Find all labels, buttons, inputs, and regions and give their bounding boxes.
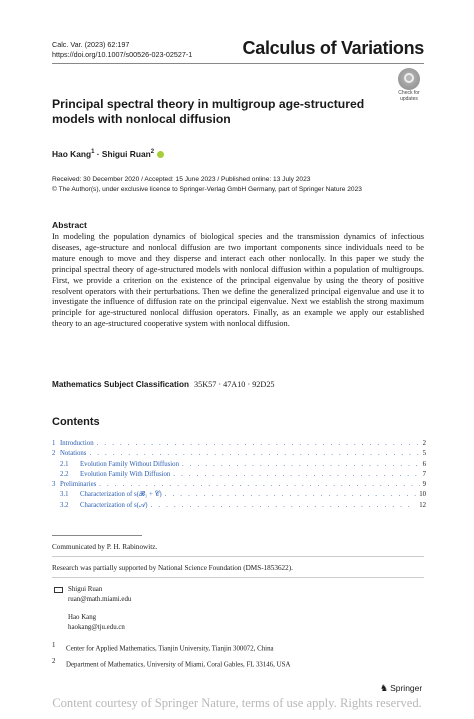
header-divider [52,63,424,64]
toc-number: 2 [52,450,56,458]
msc-line [52,380,275,389]
toc-title: Introduction [60,440,94,447]
article-history [52,175,362,194]
toc-item-characterization-b1-c[interactable] [52,491,426,501]
toc-number: 1 [52,440,56,447]
author-separator: · [96,149,100,159]
copyright-line: © The Author(s), under exclusive licence to Springer-Verlag GmbH Germany, part of Springer Nature 2023 [52,185,362,193]
toc-leader [182,461,420,468]
toc-number: 3.1 [60,491,69,499]
toc-page: 12 [419,501,426,509]
check-for-updates-badge[interactable] [392,68,426,102]
check-for-updates-icon [398,68,420,90]
toc-title: Characterization of s(𝒜) [80,501,148,509]
article-dates: Received: 30 December 2020 / Accepted: 15 June 2023 / Published online: 13 July 2023 [52,176,311,183]
toc-title: Preliminaries [60,481,97,489]
author-list [52,149,164,159]
toc-item-preliminaries[interactable] [52,481,426,491]
toc-number: 3 [52,481,56,489]
funding-note: Research was partially supported by National Science Foundation (DMS-1853622). [52,564,293,572]
footnote-divider [52,556,424,557]
correspondence-block [68,585,131,632]
abstract-heading: Abstract [52,220,87,230]
toc-title: Evolution Family With Diffusion [80,470,171,478]
affiliation-number: 2 [52,658,56,665]
footnote-divider [52,577,424,578]
table-of-contents [52,440,426,512]
publisher-name: Springer [390,683,423,693]
toc-item-characterization-a[interactable] [52,502,426,512]
toc-leader [165,491,417,498]
correspondent-name: Shigui Ruan [68,586,103,593]
toc-item-evolution-with-diffusion[interactable] [52,471,426,481]
msc-label: Mathematics Subject Classification [52,380,189,389]
toc-number: 2.1 [60,460,69,468]
toc-item-notations[interactable] [52,450,426,460]
journal-citation: Calc. Var. (2023) 62:197 [52,40,130,49]
correspondent-name: Hao Kang [68,614,97,622]
toc-leader [89,450,419,457]
check-for-updates-label-1: Check for [398,90,420,96]
abstract-text: In modeling the population dynamics of biological species and the transmission dynamics of infectious diseases, age-structure and nonlocal diffusion are two important components since individuals need to be mature enough to move and they disperse and interact each other nonlocally. In this paper we study the principal spectral theory of age-structured models with nonlocal diffusion within a population of multigroups. First, we provide a criterion on the existence of the principal eigenvalue by using the theory of positive resolvent operators with their perturbations. Then we define the generalized principal eigenvalue and use it to investigate the influence of diffusion rate on the principal eigenvalue. Next we establish the strong maximum principle for age-structured nonlocal diffusion operators. Finally, as an example we apply our established theory to an age-structured cooperative system with nonlocal diffusion. [52,232,424,329]
toc-page: 10 [419,491,426,499]
author-affiliation-mark: 2 [150,149,155,156]
footnote-divider [52,535,142,536]
affiliation-item [52,642,274,652]
affiliation-text: Center for Applied Mathematics, Tianjin University, Tianjin 300072, China [66,645,274,653]
toc-page: 7 [422,470,426,478]
affiliation-text: Department of Mathematics, University of Miami, Coral Gables, FL 33146, USA [66,661,291,669]
affiliation-number: 1 [52,642,56,649]
affiliation-item [52,658,290,668]
toc-item-evolution-without-diffusion[interactable] [52,461,426,471]
journal-citation-block [52,40,192,60]
toc-title: Evolution Family Without Diffusion [80,460,179,468]
toc-title: Characterization of s(𝓑₁ + 𝒞) [80,491,162,499]
toc-number: 3.2 [60,501,69,509]
contents-heading: Contents [52,416,100,428]
orcid-icon[interactable] [157,151,164,158]
check-for-updates-label-2: updates [400,96,418,102]
msc-codes: 35K57 · 47A10 · 92D25 [194,380,275,389]
publisher-logo [380,683,422,694]
toc-number: 2.2 [60,470,69,478]
communicated-by: Communicated by P. H. Rabinowitz. [52,543,158,551]
correspondent-email[interactable]: ruan@math.miami.edu [68,595,132,603]
correspondent-email[interactable]: haokang@tju.edu.cn [68,623,125,631]
toc-leader [97,440,420,447]
article-title: Principal spectral theory in multigroup age-structured models with nonlocal diffusion [52,97,365,126]
toc-page: 9 [422,481,426,489]
envelope-icon [54,587,63,593]
toc-page: 2 [422,440,426,447]
author-name[interactable]: Hao Kang [52,149,92,159]
doi-link[interactable]: https://doi.org/10.1007/s00526-023-02527-1 [52,50,193,59]
toc-title: Notations [60,450,87,458]
toc-page: 6 [422,460,426,468]
author-name[interactable]: Shigui Ruan [101,149,151,159]
springer-horse-icon: ♞ [380,683,389,693]
toc-leader [99,481,419,488]
toc-leader [173,471,419,478]
toc-item-introduction[interactable] [52,440,426,450]
toc-leader [151,502,417,509]
journal-name: Calculus of Variations [242,38,424,58]
toc-page: 5 [422,450,426,458]
courtesy-watermark: Content courtesy of Springer Nature, terms of use apply. Rights reserved. [52,696,422,710]
author-affiliation-mark: 1 [91,149,95,156]
